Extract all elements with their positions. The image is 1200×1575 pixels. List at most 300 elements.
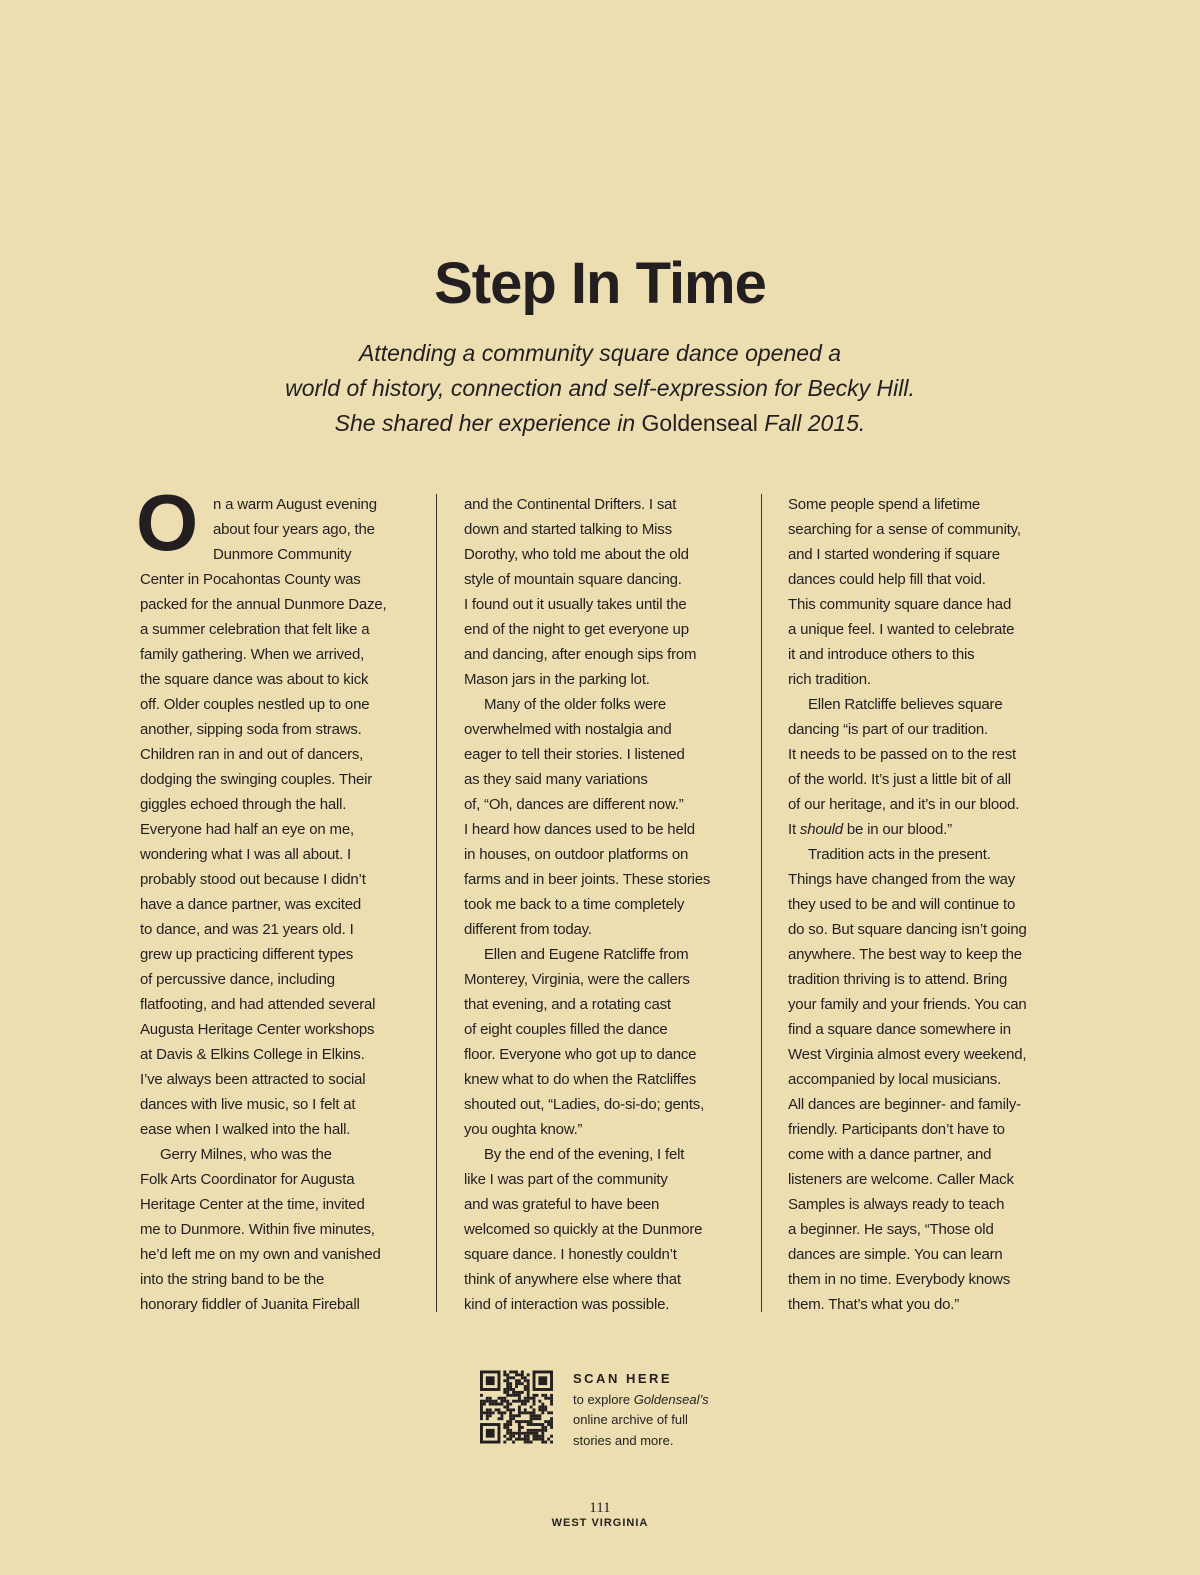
qr-module <box>495 1403 498 1406</box>
publication-name: Goldenseal’s <box>633 1391 709 1407</box>
text-line <box>464 992 764 1017</box>
qr-module <box>500 1397 503 1400</box>
text-line <box>788 1067 1088 1092</box>
qr-module <box>486 1400 489 1403</box>
text-line <box>464 1142 764 1167</box>
qr-module <box>506 1400 509 1403</box>
qr-module <box>521 1438 524 1441</box>
text-line <box>464 967 764 992</box>
text-line <box>140 542 440 567</box>
line-text: listeners are welcome. Caller Mack <box>788 1171 1014 1188</box>
line-text: wondering what I was all about. I <box>140 846 352 863</box>
qr-module <box>550 1441 553 1444</box>
text-line <box>464 1292 764 1317</box>
qr-module <box>535 1414 538 1417</box>
qr-module <box>486 1411 489 1414</box>
line-text: about four years ago, the <box>213 521 375 538</box>
qr-module <box>527 1397 530 1400</box>
qr-module <box>541 1435 544 1438</box>
qr-module <box>506 1408 509 1411</box>
qr-module <box>503 1388 506 1391</box>
line-text: Children ran in and out of dancers, <box>140 746 364 763</box>
line-text: come with a dance partner, and <box>788 1146 992 1163</box>
qr-module <box>527 1411 530 1414</box>
qr-module <box>509 1417 512 1420</box>
qr-module <box>530 1441 533 1444</box>
qr-module <box>541 1403 544 1406</box>
line-text: at Davis & Elkins College in Elkins. <box>140 1046 365 1063</box>
text-line <box>140 742 440 767</box>
scan-text <box>573 1390 709 1411</box>
scan-text: stories and more. <box>573 1432 674 1448</box>
line-text: I found out it usually takes until the <box>464 596 687 613</box>
qr-module <box>527 1435 530 1438</box>
subtitle-line <box>0 406 1200 441</box>
text-line <box>140 642 440 667</box>
qr-module <box>535 1438 538 1441</box>
line-text: Gerry Milnes, who was the <box>160 1146 332 1163</box>
line-text: Tradition acts in the present. <box>808 846 991 863</box>
subtitle-text: Fall 2015. <box>757 410 866 436</box>
qr-module <box>518 1406 521 1409</box>
text-line <box>140 967 440 992</box>
line-text: like I was part of the community <box>464 1171 668 1188</box>
line-text: a summer celebration that felt like a <box>140 621 370 638</box>
text-line <box>140 717 440 742</box>
qr-module <box>489 1397 492 1400</box>
line-text: Augusta Heritage Center workshops <box>140 1021 375 1038</box>
qr-module <box>503 1441 506 1444</box>
qr-module <box>533 1400 536 1403</box>
line-text: you oughta know.” <box>464 1121 583 1138</box>
qr-module <box>498 1397 501 1400</box>
qr-module <box>503 1397 506 1400</box>
qr-module <box>518 1391 521 1394</box>
line-text: be in our blood.” <box>842 821 952 838</box>
qr-module <box>492 1411 495 1414</box>
qr-module <box>495 1408 498 1411</box>
line-text: style of mountain square dancing. <box>464 571 682 588</box>
text-line <box>464 492 764 517</box>
qr-module <box>506 1391 509 1394</box>
qr-module <box>489 1400 492 1403</box>
text-line <box>140 892 440 917</box>
qr-module <box>538 1408 541 1411</box>
line-text: grew up practicing different types <box>140 946 354 963</box>
text-line <box>464 1217 764 1242</box>
qr-module <box>538 1417 541 1420</box>
qr-module <box>530 1423 533 1426</box>
qr-module <box>509 1429 512 1432</box>
qr-module <box>524 1403 527 1406</box>
qr-module <box>538 1414 541 1417</box>
line-text: find a square dance somewhere in <box>788 1021 1011 1038</box>
qr-module <box>518 1432 521 1435</box>
column-divider <box>436 494 437 1312</box>
qr-module <box>503 1400 506 1403</box>
qr-module <box>521 1432 524 1435</box>
qr-module <box>524 1388 527 1391</box>
line-text: Many of the older folks were <box>484 696 666 713</box>
qr-module <box>503 1373 506 1376</box>
qr-module <box>530 1420 533 1423</box>
line-text: Heritage Center at the time, invited <box>140 1196 365 1213</box>
qr-module <box>503 1411 506 1414</box>
text-line <box>464 1042 764 1067</box>
qr-module <box>544 1426 547 1429</box>
line-text: Dorothy, who told me about the old <box>464 546 689 563</box>
line-text: I heard how dances used to be held <box>464 821 695 838</box>
line-text: of, “Oh, dances are different now.” <box>464 796 684 813</box>
qr-module <box>538 1438 541 1441</box>
qr-module <box>524 1408 527 1411</box>
qr-module <box>533 1432 536 1435</box>
qr-module <box>521 1376 524 1379</box>
qr-module <box>550 1435 553 1438</box>
qr-module <box>509 1394 512 1397</box>
qr-module <box>524 1441 527 1444</box>
qr-module <box>512 1391 515 1394</box>
qr-module <box>506 1376 509 1379</box>
line-text: Ellen Ratcliffe believes square <box>808 696 1003 713</box>
qr-module <box>503 1406 506 1409</box>
subtitle-line: world of history, connection and self-expression for Becky Hill. <box>285 375 915 401</box>
qr-module <box>509 1438 512 1441</box>
line-text: eager to tell their stories. I listened <box>464 746 685 763</box>
text-line <box>788 1142 1088 1167</box>
qr-module <box>527 1385 530 1388</box>
text-line <box>788 1267 1088 1292</box>
qr-module <box>503 1426 506 1429</box>
line-text: Some people spend a lifetime <box>788 496 981 513</box>
qr-module <box>518 1408 521 1411</box>
text-line <box>140 1092 440 1117</box>
qr-module <box>533 1423 536 1426</box>
qr-module <box>518 1414 521 1417</box>
qr-module <box>506 1432 509 1435</box>
text-line <box>788 642 1088 667</box>
qr-module <box>547 1420 550 1423</box>
text-line <box>140 992 440 1017</box>
qr-module <box>530 1397 533 1400</box>
text-line <box>140 1167 440 1192</box>
text-line <box>140 1067 440 1092</box>
qr-module <box>512 1435 515 1438</box>
qr-module <box>515 1379 518 1382</box>
qr-module <box>509 1376 512 1379</box>
text-line <box>464 642 764 667</box>
qr-module <box>480 1417 483 1420</box>
qr-module <box>527 1382 530 1385</box>
qr-module <box>512 1394 515 1397</box>
qr-module <box>518 1382 521 1385</box>
text-line <box>464 1242 764 1267</box>
text-line <box>464 1092 764 1117</box>
text-line <box>788 942 1088 967</box>
line-text: welcomed so quickly at the Dunmore <box>464 1221 703 1238</box>
qr-module <box>527 1394 530 1397</box>
text-line <box>788 817 1088 842</box>
text-line <box>788 742 1088 767</box>
line-text: dodging the swinging couples. Their <box>140 771 373 788</box>
text-line <box>788 867 1088 892</box>
qr-module <box>495 1400 498 1403</box>
qr-module <box>533 1397 536 1400</box>
text-line <box>788 792 1088 817</box>
qr-module <box>498 1417 501 1420</box>
qr-module <box>550 1411 553 1414</box>
qr-module <box>480 1400 483 1403</box>
line-text: shouted out, “Ladies, do-si-do; gents, <box>464 1096 705 1113</box>
qr-module <box>530 1414 533 1417</box>
line-text: ease when I walked into the hall. <box>140 1121 351 1138</box>
qr-module <box>480 1406 483 1409</box>
qr-module <box>524 1435 527 1438</box>
line-text: It <box>788 821 800 838</box>
qr-module <box>524 1400 527 1403</box>
qr-module <box>544 1397 547 1400</box>
qr-module <box>527 1423 530 1426</box>
article-column-2 <box>464 492 764 1317</box>
line-text: dancing “is part of our tradition. <box>788 721 988 738</box>
line-text: them. That’s what you do.” <box>788 1296 960 1313</box>
qr-module <box>486 1408 489 1411</box>
qr-module <box>521 1400 524 1403</box>
column-divider <box>761 494 762 1312</box>
line-text: accompanied by local musicians. <box>788 1071 1002 1088</box>
qr-module <box>512 1388 515 1391</box>
line-text: It needs to be passed on to the rest <box>788 746 1016 763</box>
text-line <box>464 842 764 867</box>
line-text: Ellen and Eugene Ratcliffe from <box>484 946 689 963</box>
text-line <box>464 542 764 567</box>
qr-module <box>506 1420 509 1423</box>
qr-module <box>512 1417 515 1420</box>
qr-module <box>535 1435 538 1438</box>
text-line <box>140 692 440 717</box>
line-text: different from today. <box>464 921 592 938</box>
qr-module <box>500 1403 503 1406</box>
scan-callout <box>573 1369 709 1451</box>
qr-module <box>544 1406 547 1409</box>
line-text: and was grateful to have been <box>464 1196 660 1213</box>
text-line <box>140 492 440 517</box>
text-line <box>788 767 1088 792</box>
qr-module <box>489 1403 492 1406</box>
text-line <box>788 1242 1088 1267</box>
text-line <box>788 542 1088 567</box>
article-column-3 <box>788 492 1088 1317</box>
qr-module <box>509 1388 512 1391</box>
line-text: them in no time. Everybody knows <box>788 1271 1011 1288</box>
qr-module <box>509 1371 512 1374</box>
text-line <box>788 692 1088 717</box>
qr-module <box>533 1435 536 1438</box>
text-line <box>140 1292 440 1317</box>
qr-module <box>533 1438 536 1441</box>
text-line <box>788 992 1088 1017</box>
qr-module <box>498 1411 501 1414</box>
text-line <box>464 817 764 842</box>
qr-module <box>489 1408 492 1411</box>
qr-module <box>518 1379 521 1382</box>
qr-module <box>518 1426 521 1429</box>
text-line <box>140 767 440 792</box>
qr-module <box>503 1435 506 1438</box>
qr-module <box>550 1420 553 1423</box>
qr-module <box>527 1400 530 1403</box>
subtitle-line: Attending a community square dance opened a <box>358 340 842 366</box>
qr-module <box>486 1429 495 1438</box>
qr-module <box>527 1379 530 1382</box>
qr-module <box>509 1432 512 1435</box>
text-line <box>788 1217 1088 1242</box>
line-text: kind of interaction was possible. <box>464 1296 670 1313</box>
qr-module <box>518 1373 521 1376</box>
qr-module <box>530 1411 533 1414</box>
qr-module <box>521 1391 524 1394</box>
text-line <box>464 1167 764 1192</box>
text-line <box>788 492 1088 517</box>
qr-module <box>486 1397 489 1400</box>
line-text: farms and in beer joints. These stories <box>464 871 711 888</box>
qr-module <box>486 1376 495 1385</box>
qr-module <box>535 1429 538 1432</box>
qr-module <box>509 1411 512 1414</box>
text-line <box>788 892 1088 917</box>
qr-module <box>506 1388 509 1391</box>
qr-module <box>541 1441 544 1444</box>
emphasis: should <box>799 821 843 838</box>
text-line <box>464 1067 764 1092</box>
text-line <box>788 592 1088 617</box>
qr-module <box>509 1385 512 1388</box>
qr-module <box>541 1394 544 1397</box>
text-line <box>140 817 440 842</box>
qr-module <box>512 1371 515 1374</box>
qr-module <box>515 1391 518 1394</box>
qr-module <box>530 1432 533 1435</box>
qr-module <box>533 1408 536 1411</box>
qr-module <box>480 1414 483 1417</box>
line-text: Dunmore Community <box>213 546 352 563</box>
text-line <box>788 667 1088 692</box>
qr-module <box>524 1379 527 1382</box>
qr-module <box>489 1414 492 1417</box>
qr-module <box>515 1385 518 1388</box>
scan-text: online archive of full <box>573 1412 688 1427</box>
qr-module <box>547 1423 550 1426</box>
qr-module <box>518 1420 521 1423</box>
qr-module <box>541 1432 544 1435</box>
qr-module <box>486 1414 489 1417</box>
line-text: to dance, and was 21 years old. I <box>140 921 354 938</box>
text-line <box>788 1167 1088 1192</box>
page-number: 111 <box>589 1500 611 1516</box>
qr-module <box>518 1435 521 1438</box>
line-text: overwhelmed with nostalgia and <box>464 721 672 738</box>
text-line <box>788 967 1088 992</box>
qr-module <box>518 1438 521 1441</box>
line-text: into the string band to be the <box>140 1271 325 1288</box>
publication-name: Goldenseal <box>641 410 758 436</box>
line-text: All dances are beginner- and family- <box>788 1096 1021 1113</box>
line-text: and dancing, after enough sips from <box>464 646 697 663</box>
line-text: giggles echoed through the hall. <box>140 796 347 813</box>
qr-module <box>544 1429 547 1432</box>
text-line <box>140 792 440 817</box>
qr-module <box>527 1420 530 1423</box>
line-text: that evening, and a rotating cast <box>464 996 671 1013</box>
qr-module <box>518 1400 521 1403</box>
line-text: friendly. Participants don’t have to <box>788 1121 1005 1138</box>
qr-module <box>535 1417 538 1420</box>
qr-module <box>541 1438 544 1441</box>
line-text: in houses, on outdoor platforms on <box>464 846 689 863</box>
text-line <box>788 1017 1088 1042</box>
qr-module <box>506 1423 509 1426</box>
qr-module <box>533 1414 536 1417</box>
text-line <box>464 1192 764 1217</box>
qr-module <box>521 1371 524 1374</box>
qr-module <box>509 1420 512 1423</box>
line-text: dances are simple. You can learn <box>788 1246 1003 1263</box>
text-line <box>140 1117 440 1142</box>
text-line <box>140 617 440 642</box>
qr-module <box>515 1420 518 1423</box>
qr-module <box>512 1408 515 1411</box>
line-text: it and introduce others to this <box>788 646 975 663</box>
qr-module <box>544 1441 547 1444</box>
line-text: family gathering. When we arrived, <box>140 646 365 663</box>
qr-module <box>506 1426 509 1429</box>
qr-module <box>547 1438 550 1441</box>
qr-module <box>500 1414 503 1417</box>
qr-module <box>550 1426 553 1429</box>
line-text: dances could help fill that void. <box>788 571 986 588</box>
qr-module <box>506 1373 509 1376</box>
line-text: of our heritage, and it’s in our blood. <box>788 796 1020 813</box>
line-text: Monterey, Virginia, were the callers <box>464 971 690 988</box>
qr-code-icon[interactable] <box>480 1370 553 1444</box>
section-name: WEST VIRGINIA <box>551 1517 649 1529</box>
line-text: anywhere. The best way to keep the <box>788 946 1022 963</box>
qr-module <box>535 1432 538 1435</box>
text-line <box>464 942 764 967</box>
qr-module <box>515 1371 518 1374</box>
text-line <box>464 592 764 617</box>
line-text: he’d left me on my own and vanished <box>140 1246 381 1263</box>
qr-module <box>524 1376 527 1379</box>
qr-module <box>530 1406 533 1409</box>
qr-module <box>506 1403 509 1406</box>
line-text: off. Older couples nestled up to one <box>140 696 370 713</box>
qr-module <box>503 1371 506 1374</box>
text-line <box>788 617 1088 642</box>
qr-module <box>515 1414 518 1417</box>
line-text: Things have changed from the way <box>788 871 1016 888</box>
line-text: as they said many variations <box>464 771 648 788</box>
text-line <box>788 917 1088 942</box>
qr-module <box>524 1385 527 1388</box>
qr-module <box>541 1408 544 1411</box>
qr-module <box>541 1406 544 1409</box>
qr-module <box>538 1435 541 1438</box>
line-text: they used to be and will continue to <box>788 896 1016 913</box>
text-line <box>140 1242 440 1267</box>
qr-module <box>492 1403 495 1406</box>
qr-module <box>518 1411 521 1414</box>
